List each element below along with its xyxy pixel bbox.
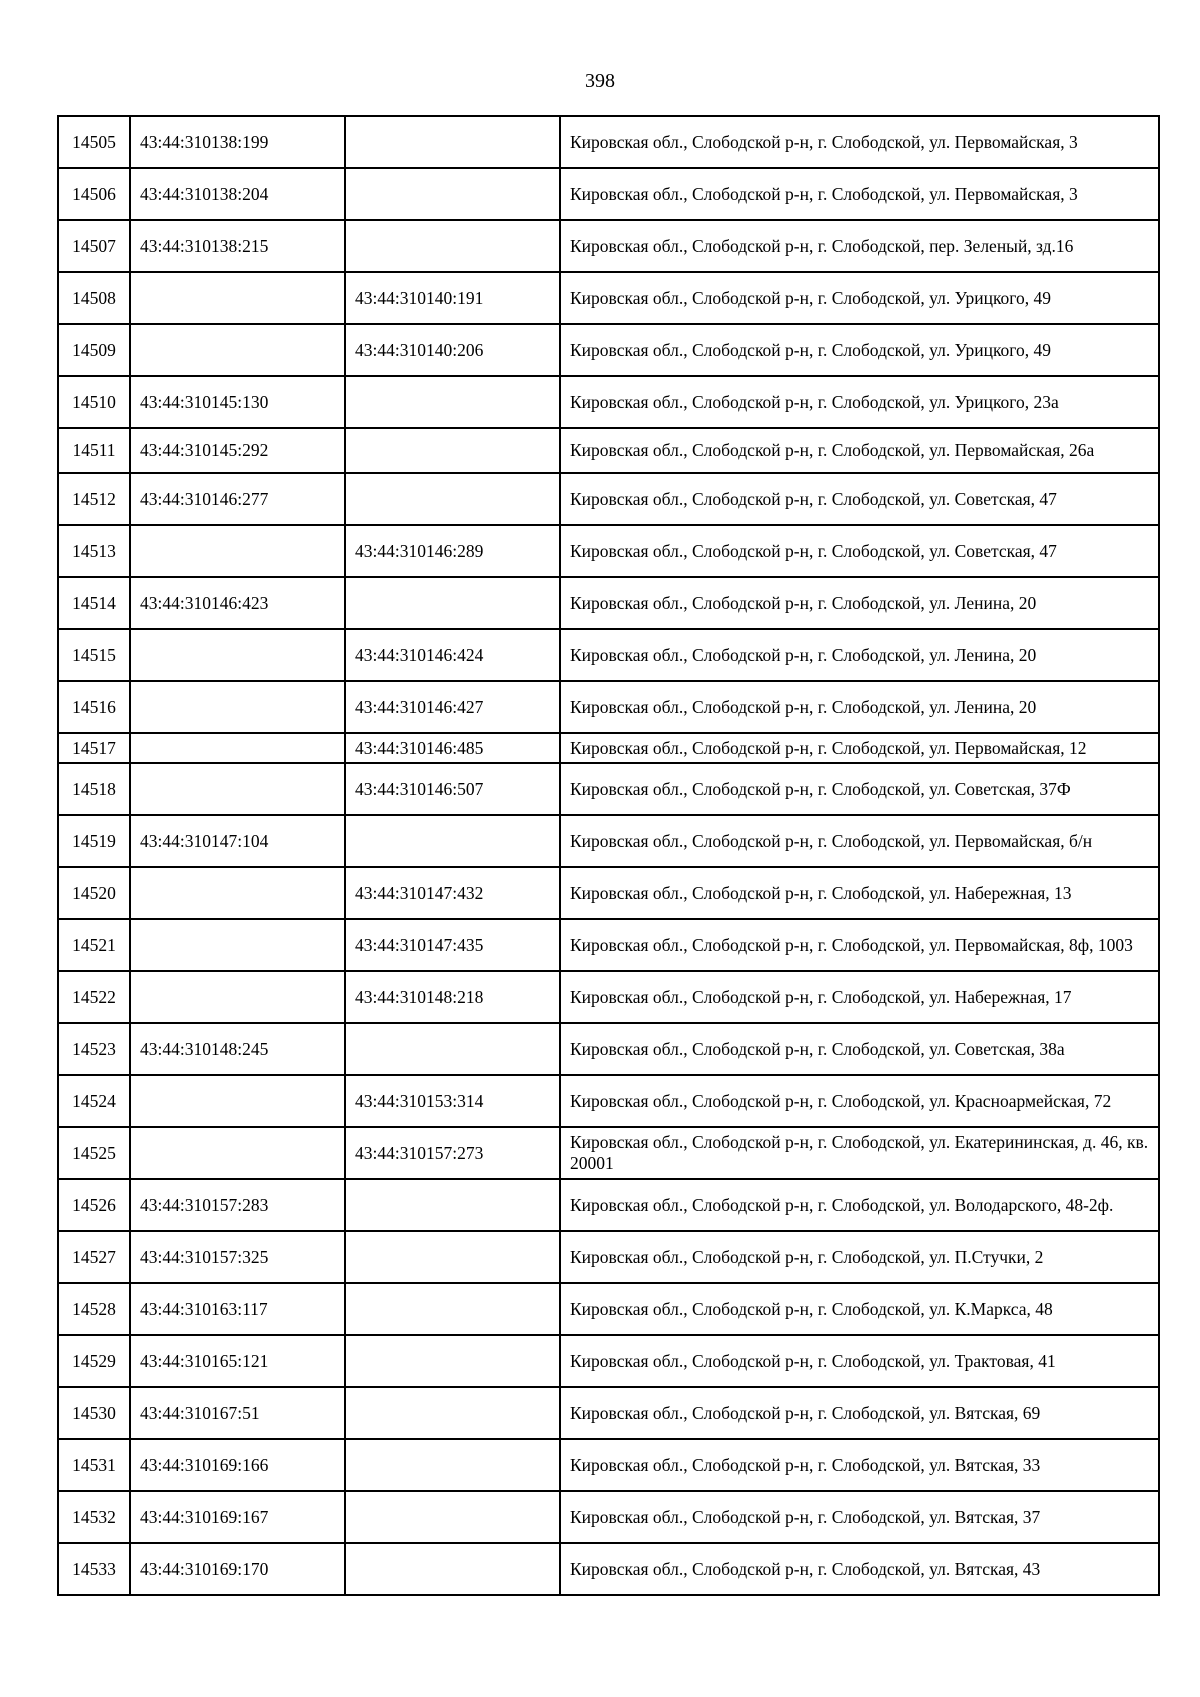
cadastral-number-cell bbox=[130, 919, 345, 971]
row-number-cell: 14520 bbox=[58, 867, 130, 919]
table-row bbox=[58, 1179, 1159, 1231]
table-row bbox=[58, 1439, 1159, 1491]
row-number-cell: 14511 bbox=[58, 428, 130, 473]
address-cell: Кировская обл., Слободской р-н, г. Слободской, ул. Первомайская, 26а bbox=[560, 428, 1159, 473]
row-number-cell: 14525 bbox=[58, 1127, 130, 1179]
address-cell: Кировская обл., Слободской р-н, г. Слободской, ул. Володарского, 48-2ф. bbox=[560, 1179, 1159, 1231]
table-row bbox=[58, 733, 1159, 763]
related-cadastral-number-cell bbox=[345, 815, 560, 867]
address-cell: Кировская обл., Слободской р-н, г. Слободской, ул. Советская, 47 bbox=[560, 525, 1159, 577]
table-row bbox=[58, 1491, 1159, 1543]
cadastral-number-cell bbox=[130, 525, 345, 577]
address-cell: Кировская обл., Слободской р-н, г. Слободской, ул. Набережная, 17 bbox=[560, 971, 1159, 1023]
row-number-cell: 14508 bbox=[58, 272, 130, 324]
row-number-cell: 14512 bbox=[58, 473, 130, 525]
cadastral-number-cell: 43:44:310169:167 bbox=[130, 1491, 345, 1543]
cadastral-number-cell: 43:44:310169:166 bbox=[130, 1439, 345, 1491]
related-cadastral-number-cell: 43:44:310146:427 bbox=[345, 681, 560, 733]
row-number-cell: 14510 bbox=[58, 376, 130, 428]
cadastral-number-cell: 43:44:310146:277 bbox=[130, 473, 345, 525]
cadastral-number-cell: 43:44:310146:423 bbox=[130, 577, 345, 629]
table-row bbox=[58, 116, 1159, 168]
cadastral-number-cell: 43:44:310163:117 bbox=[130, 1283, 345, 1335]
table-row bbox=[58, 428, 1159, 473]
address-cell: Кировская обл., Слободской р-н, г. Слободской, ул. Вятская, 69 bbox=[560, 1387, 1159, 1439]
cadastral-number-cell bbox=[130, 1127, 345, 1179]
cadastral-number-cell: 43:44:310147:104 bbox=[130, 815, 345, 867]
cadastral-number-cell bbox=[130, 867, 345, 919]
address-cell: Кировская обл., Слободской р-н, г. Слободской, ул. Трактовая, 41 bbox=[560, 1335, 1159, 1387]
table-row bbox=[58, 1023, 1159, 1075]
address-cell: Кировская обл., Слободской р-н, г. Слободской, ул. Красноармейская, 72 bbox=[560, 1075, 1159, 1127]
table-row bbox=[58, 525, 1159, 577]
row-number-cell: 14505 bbox=[58, 116, 130, 168]
table-row bbox=[58, 1335, 1159, 1387]
row-number-cell: 14507 bbox=[58, 220, 130, 272]
related-cadastral-number-cell bbox=[345, 1023, 560, 1075]
related-cadastral-number-cell bbox=[345, 1231, 560, 1283]
table-row bbox=[58, 1075, 1159, 1127]
address-cell: Кировская обл., Слободской р-н, г. Слободской, пер. Зеленый, зд.16 bbox=[560, 220, 1159, 272]
address-cell: Кировская обл., Слободской р-н, г. Слободской, ул. Советская, 47 bbox=[560, 473, 1159, 525]
cadastral-number-cell bbox=[130, 971, 345, 1023]
cadastral-number-cell: 43:44:310145:130 bbox=[130, 376, 345, 428]
cadastral-number-cell: 43:44:310138:204 bbox=[130, 168, 345, 220]
table-row bbox=[58, 1387, 1159, 1439]
table-row bbox=[58, 681, 1159, 733]
related-cadastral-number-cell: 43:44:310146:424 bbox=[345, 629, 560, 681]
table-row bbox=[58, 324, 1159, 376]
table-row bbox=[58, 1543, 1159, 1595]
cadastral-number-cell: 43:44:310169:170 bbox=[130, 1543, 345, 1595]
related-cadastral-number-cell: 43:44:310153:314 bbox=[345, 1075, 560, 1127]
table-row bbox=[58, 971, 1159, 1023]
registry-table-body bbox=[58, 116, 1159, 1595]
cadastral-number-cell: 43:44:310148:245 bbox=[130, 1023, 345, 1075]
table-row bbox=[58, 473, 1159, 525]
related-cadastral-number-cell: 43:44:310148:218 bbox=[345, 971, 560, 1023]
related-cadastral-number-cell bbox=[345, 1543, 560, 1595]
cadastral-number-cell bbox=[130, 324, 345, 376]
related-cadastral-number-cell: 43:44:310146:485 bbox=[345, 733, 560, 763]
address-cell: Кировская обл., Слободской р-н, г. Слободской, ул. Первомайская, 8ф, 1003 bbox=[560, 919, 1159, 971]
address-cell: Кировская обл., Слободской р-н, г. Слободской, ул. Набережная, 13 bbox=[560, 867, 1159, 919]
table-row bbox=[58, 1231, 1159, 1283]
related-cadastral-number-cell: 43:44:310140:191 bbox=[345, 272, 560, 324]
address-cell: Кировская обл., Слободской р-н, г. Слободской, ул. Первомайская, б/н bbox=[560, 815, 1159, 867]
related-cadastral-number-cell: 43:44:310146:289 bbox=[345, 525, 560, 577]
address-cell: Кировская обл., Слободской р-н, г. Слободской, ул. Вятская, 43 bbox=[560, 1543, 1159, 1595]
address-cell: Кировская обл., Слободской р-н, г. Слободской, ул. К.Маркса, 48 bbox=[560, 1283, 1159, 1335]
row-number-cell: 14532 bbox=[58, 1491, 130, 1543]
address-cell: Кировская обл., Слободской р-н, г. Слободской, ул. Урицкого, 23а bbox=[560, 376, 1159, 428]
cadastral-number-cell: 43:44:310145:292 bbox=[130, 428, 345, 473]
related-cadastral-number-cell bbox=[345, 220, 560, 272]
related-cadastral-number-cell bbox=[345, 376, 560, 428]
cadastral-number-cell bbox=[130, 272, 345, 324]
row-number-cell: 14528 bbox=[58, 1283, 130, 1335]
related-cadastral-number-cell bbox=[345, 1387, 560, 1439]
row-number-cell: 14523 bbox=[58, 1023, 130, 1075]
address-cell: Кировская обл., Слободской р-н, г. Слободской, ул. Первомайская, 3 bbox=[560, 168, 1159, 220]
table-row bbox=[58, 815, 1159, 867]
cadastral-number-cell bbox=[130, 733, 345, 763]
related-cadastral-number-cell bbox=[345, 168, 560, 220]
row-number-cell: 14516 bbox=[58, 681, 130, 733]
related-cadastral-number-cell bbox=[345, 1283, 560, 1335]
cadastral-number-cell bbox=[130, 629, 345, 681]
cadastral-number-cell bbox=[130, 763, 345, 815]
table-row bbox=[58, 168, 1159, 220]
cadastral-number-cell bbox=[130, 681, 345, 733]
address-cell: Кировская обл., Слободской р-н, г. Слободской, ул. Ленина, 20 bbox=[560, 629, 1159, 681]
row-number-cell: 14509 bbox=[58, 324, 130, 376]
row-number-cell: 14515 bbox=[58, 629, 130, 681]
related-cadastral-number-cell bbox=[345, 1179, 560, 1231]
row-number-cell: 14521 bbox=[58, 919, 130, 971]
row-number-cell: 14527 bbox=[58, 1231, 130, 1283]
cadastral-number-cell: 43:44:310157:325 bbox=[130, 1231, 345, 1283]
page-number: 398 bbox=[585, 70, 615, 92]
address-cell: Кировская обл., Слободской р-н, г. Слободской, ул. Урицкого, 49 bbox=[560, 324, 1159, 376]
related-cadastral-number-cell bbox=[345, 1439, 560, 1491]
related-cadastral-number-cell bbox=[345, 1491, 560, 1543]
row-number-cell: 14529 bbox=[58, 1335, 130, 1387]
address-cell: Кировская обл., Слободской р-н, г. Слободской, ул. П.Стучки, 2 bbox=[560, 1231, 1159, 1283]
address-cell: Кировская обл., Слободской р-н, г. Слободской, ул. Ленина, 20 bbox=[560, 681, 1159, 733]
row-number-cell: 14513 bbox=[58, 525, 130, 577]
address-cell: Кировская обл., Слободской р-н, г. Слободской, ул. Советская, 37Ф bbox=[560, 763, 1159, 815]
address-cell: Кировская обл., Слободской р-н, г. Слободской, ул. Первомайская, 3 bbox=[560, 116, 1159, 168]
table-row bbox=[58, 867, 1159, 919]
related-cadastral-number-cell bbox=[345, 428, 560, 473]
row-number-cell: 14531 bbox=[58, 1439, 130, 1491]
cadastral-number-cell bbox=[130, 1075, 345, 1127]
registry-table bbox=[57, 115, 1160, 1596]
table-row bbox=[58, 919, 1159, 971]
table-row bbox=[58, 1283, 1159, 1335]
related-cadastral-number-cell: 43:44:310146:507 bbox=[345, 763, 560, 815]
table-row bbox=[58, 272, 1159, 324]
row-number-cell: 14524 bbox=[58, 1075, 130, 1127]
table-row bbox=[58, 763, 1159, 815]
cadastral-number-cell: 43:44:310138:199 bbox=[130, 116, 345, 168]
related-cadastral-number-cell: 43:44:310147:435 bbox=[345, 919, 560, 971]
related-cadastral-number-cell: 43:44:310140:206 bbox=[345, 324, 560, 376]
row-number-cell: 14533 bbox=[58, 1543, 130, 1595]
row-number-cell: 14522 bbox=[58, 971, 130, 1023]
row-number-cell: 14517 bbox=[58, 733, 130, 763]
cadastral-number-cell: 43:44:310165:121 bbox=[130, 1335, 345, 1387]
cadastral-number-cell: 43:44:310138:215 bbox=[130, 220, 345, 272]
table-row bbox=[58, 577, 1159, 629]
cadastral-number-cell: 43:44:310157:283 bbox=[130, 1179, 345, 1231]
related-cadastral-number-cell: 43:44:310147:432 bbox=[345, 867, 560, 919]
address-cell: Кировская обл., Слободской р-н, г. Слободской, ул. Вятская, 33 bbox=[560, 1439, 1159, 1491]
row-number-cell: 14514 bbox=[58, 577, 130, 629]
related-cadastral-number-cell bbox=[345, 116, 560, 168]
address-cell: Кировская обл., Слободской р-н, г. Слободской, ул. Советская, 38а bbox=[560, 1023, 1159, 1075]
related-cadastral-number-cell bbox=[345, 577, 560, 629]
address-cell: Кировская обл., Слободской р-н, г. Слободской, ул. Екатерининская, д. 46, кв. 20001 bbox=[560, 1127, 1159, 1179]
cadastral-number-cell: 43:44:310167:51 bbox=[130, 1387, 345, 1439]
related-cadastral-number-cell: 43:44:310157:273 bbox=[345, 1127, 560, 1179]
table-row bbox=[58, 376, 1159, 428]
table-row bbox=[58, 629, 1159, 681]
address-cell: Кировская обл., Слободской р-н, г. Слободской, ул. Первомайская, 12 bbox=[560, 733, 1159, 763]
related-cadastral-number-cell bbox=[345, 473, 560, 525]
address-cell: Кировская обл., Слободской р-н, г. Слободской, ул. Урицкого, 49 bbox=[560, 272, 1159, 324]
table-row bbox=[58, 220, 1159, 272]
related-cadastral-number-cell bbox=[345, 1335, 560, 1387]
row-number-cell: 14506 bbox=[58, 168, 130, 220]
row-number-cell: 14519 bbox=[58, 815, 130, 867]
row-number-cell: 14530 bbox=[58, 1387, 130, 1439]
address-cell: Кировская обл., Слободской р-н, г. Слободской, ул. Ленина, 20 bbox=[560, 577, 1159, 629]
row-number-cell: 14526 bbox=[58, 1179, 130, 1231]
row-number-cell: 14518 bbox=[58, 763, 130, 815]
table-row bbox=[58, 1127, 1159, 1179]
address-cell: Кировская обл., Слободской р-н, г. Слободской, ул. Вятская, 37 bbox=[560, 1491, 1159, 1543]
